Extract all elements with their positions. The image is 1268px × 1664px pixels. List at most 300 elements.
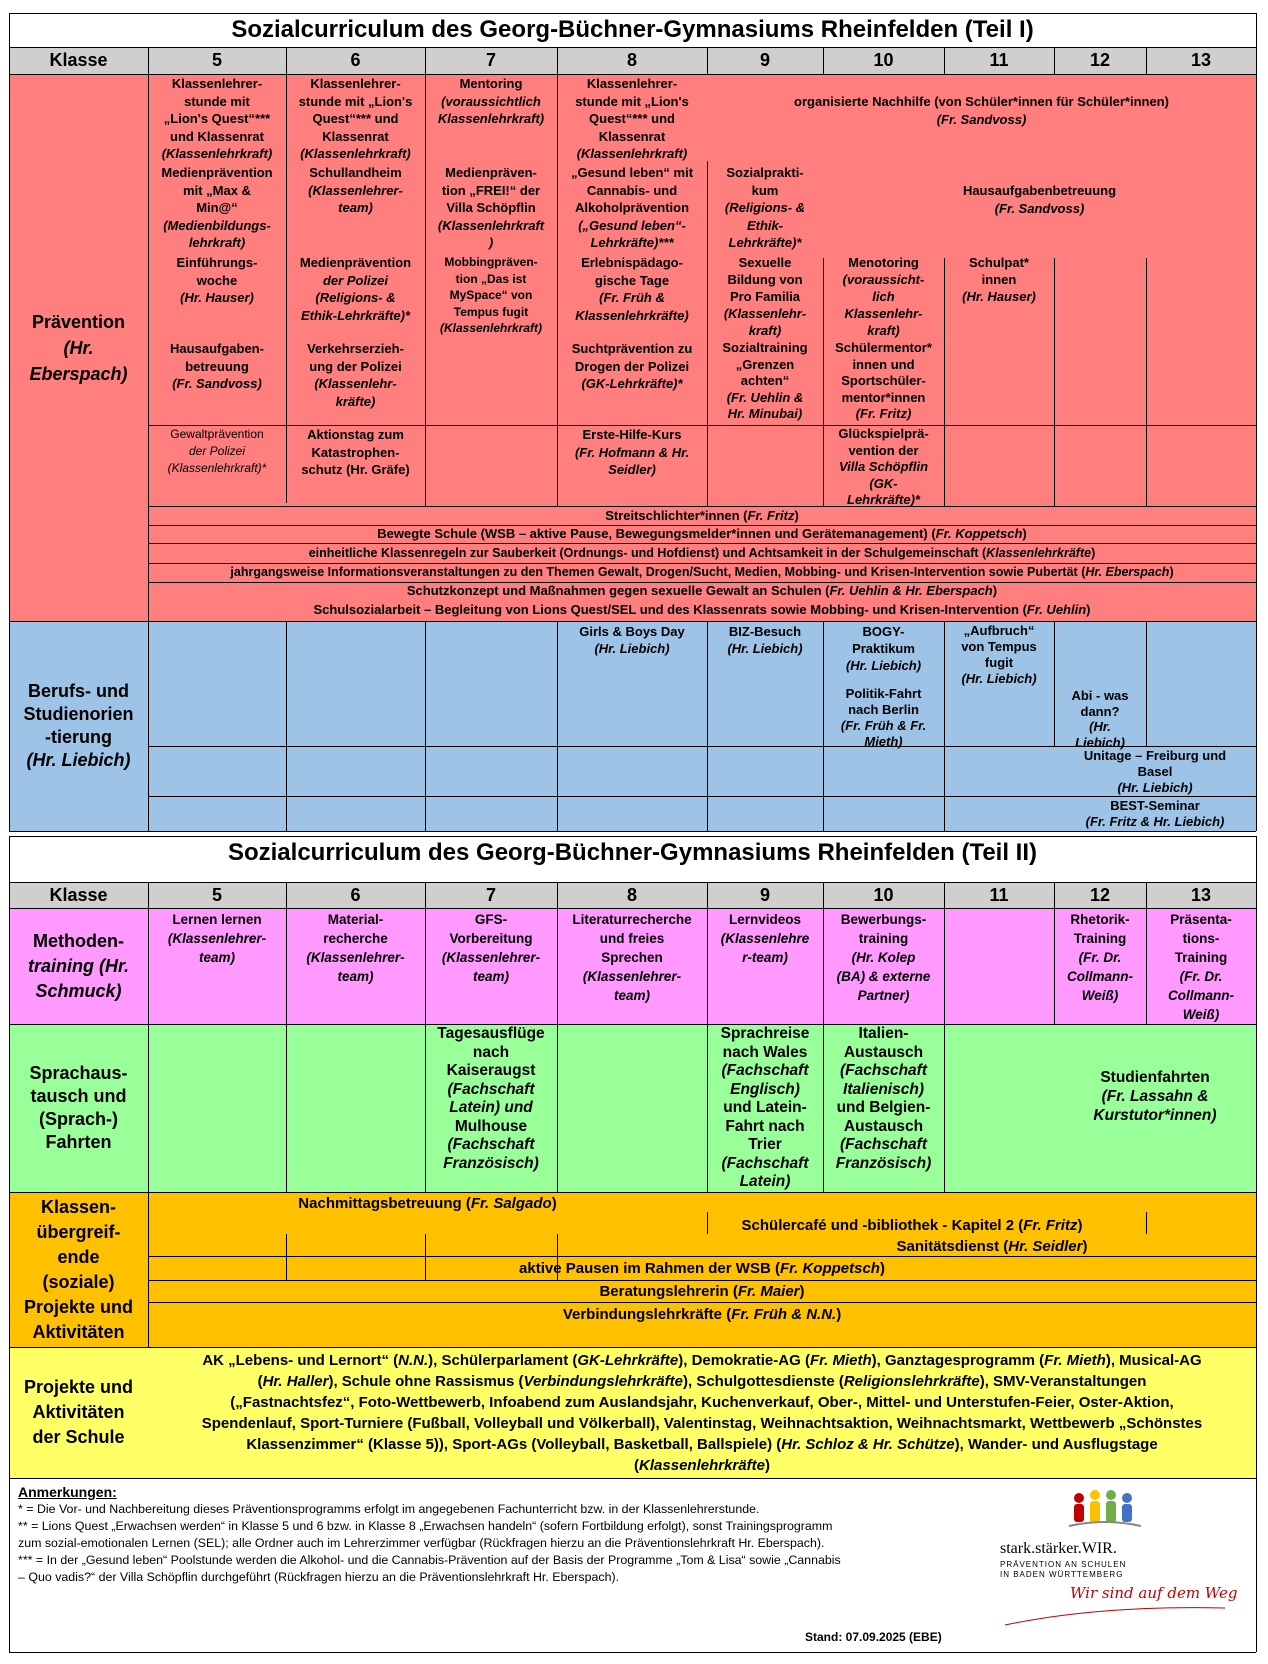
rich-segment: , Schülerparlament (433, 1352, 573, 1369)
cell-line: kraft) (748, 323, 782, 338)
cell-line: (Fr. Dr. (1179, 969, 1223, 984)
rich-segment: (Fr. Maier) (732, 1283, 805, 1300)
cell-line: Sportschüler- (841, 373, 926, 388)
cell-line: Projekte und (23, 1296, 134, 1317)
header-grade-8: 8 (626, 50, 637, 70)
cell-line: Klassenrat (322, 128, 389, 144)
cell-line: der Polizei (188, 444, 246, 458)
cell-line: Tempus fugit (453, 304, 529, 319)
rich-segment: , Wander- und Ausflugstage (959, 1436, 1158, 1453)
projekte-label (9, 1347, 148, 1478)
cell-b10a (825, 623, 942, 674)
cell-line: kraft) (867, 323, 900, 338)
rich-segment: (Fr. Uehlin) (1022, 602, 1091, 617)
cell-line: ung der Polizei (309, 358, 402, 374)
cell-line: Kurstutor*innen) (1093, 1107, 1217, 1124)
cell-line: (Fachschaft (840, 1136, 927, 1153)
rich-line (377, 525, 1027, 543)
cell-p10c (825, 254, 942, 339)
rich-segment: , Demokratie-AG (683, 1352, 805, 1369)
cell-line: Vorbereitung (449, 931, 533, 946)
rich-segment: (WSB – aktive Pause, Bewegungsmelder*innen und Gerätemanagement) (480, 526, 928, 541)
rich-segment: (Fr. Früh & N.N.) (726, 1306, 842, 1323)
cell-line: Lernvideos (728, 912, 802, 927)
cell-line: Pro Familia (729, 289, 801, 304)
cell-p5b (150, 164, 284, 252)
header-grade-11: 11 (989, 50, 1009, 70)
cell-p5e (150, 426, 284, 477)
cell-line: („Gesund leben“- (578, 217, 686, 233)
cell-p6c (288, 254, 423, 324)
cell-line: (Hr. Liebich) (845, 658, 922, 673)
part1-title: Sozialcurriculum des Georg-Büchner-Gymnasiums Rheinfelden (Teil I) (231, 16, 1034, 43)
cell-line: Trier (748, 1136, 782, 1153)
rich-segment: (Hr. Seidler) (1003, 1238, 1088, 1255)
cell-line: (Medienbildungs- (163, 217, 271, 233)
cell-line: Partner) (857, 988, 910, 1003)
cell-line: Aktivitäten (32, 1321, 125, 1342)
row-aktive-pausen (148, 1259, 1256, 1278)
row-klassenregeln (148, 544, 1256, 562)
methoden-label (9, 908, 148, 1024)
cell-line: (Fachschaft (447, 1136, 535, 1153)
cell-line: Klassenlehr- (844, 306, 923, 321)
rich-line (605, 507, 799, 525)
cell-p10d (825, 340, 942, 423)
cell-m7 (427, 910, 555, 986)
cell-m5 (150, 910, 284, 967)
cell-line: (Klassenlehrer- (441, 950, 541, 965)
header-grade-6: 6 (350, 884, 361, 905)
cell-line: kum (751, 182, 779, 198)
cell-line: tion „Das ist (455, 271, 527, 286)
row-informationsveranstaltungen (148, 563, 1256, 581)
notes-heading: Anmerkungen: (18, 1484, 117, 1500)
cell-line: Bewerbungs- (840, 912, 927, 927)
rich-line (202, 1350, 1201, 1371)
cell-b-best (1056, 798, 1254, 830)
logo-slogan: Wir sind auf dem Weg (1070, 1584, 1238, 1602)
cell-line: lich (872, 289, 895, 304)
rich-line (599, 1282, 804, 1301)
cell-line: (Hr. (1089, 719, 1111, 734)
cell-line: Weiß) (1182, 1007, 1220, 1022)
cell-line: vention der (848, 442, 919, 458)
cell-line: Material- (327, 912, 384, 927)
cell-line: (Klassenlehr- (723, 306, 807, 321)
cell-s9 (709, 1025, 821, 1192)
cell-line: Girls & Boys Day (579, 624, 685, 639)
header-grade-12: 12 (1089, 884, 1111, 905)
cell-p6a (288, 75, 423, 163)
cell-line: (Religions- & (724, 200, 806, 215)
cell-p6d (288, 340, 423, 410)
cell-line: Einführungs- (176, 255, 258, 270)
rich-segment: („Fastnachtsfez“, Foto-Wettbewerb, Infoabend zum Auslandsjahr, Kuchenverkauf, Ober-, Mittel- und Unterstufen-Feier, Oster-Aktion, (230, 1394, 1174, 1411)
cell-line: (Klassenlehrer- (582, 969, 682, 984)
row-schulsozialarbeit (148, 601, 1256, 619)
cell-line: (Klassenlehrkraft) (439, 321, 543, 335)
cell-line: (Fr. Früh & (599, 290, 665, 305)
cell-line: Klassen- (40, 1196, 117, 1217)
cell-line: Hausaufgabenbetreuung (962, 183, 1117, 198)
cell-projekte (150, 1350, 1254, 1476)
cell-line: Tagesausflüge (437, 1025, 545, 1042)
header-grade-10: 10 (873, 884, 894, 905)
cell-line: Französisch) (835, 1154, 932, 1172)
cell-line: (Hr. Liebich) (961, 671, 1037, 686)
row-schutzkonzept (148, 582, 1256, 600)
cell-line: (Hr. Kolep (851, 950, 916, 965)
rich-segment: (Ordnungs- und Hofdienst) (559, 546, 720, 560)
cell-line: Glückspielprä- (838, 426, 929, 441)
cell-m9 (709, 910, 821, 967)
header-grade-5: 5 (211, 50, 222, 70)
rich-segment: (GK-Lehrkräfte) (572, 1352, 684, 1369)
klassenuebergreifend-label (9, 1192, 148, 1347)
note-3b: – Quo vadis?“ der Villa Schöpflin durchgeführt (Rückfragen hierzu an die Präventionslehrkraft Hr. Eberspach). (18, 1570, 620, 1584)
note-2b: zum sozial-emotionalen Lernen (SEL); alle Ordner auch im Lehrerzimmer verfügbar (Rückfragen hierzu an die Präventionslehrkraft Hr. Eberspach). (18, 1536, 825, 1550)
cell-line: Quest“*** und (312, 111, 399, 126)
rich-line (742, 1216, 1083, 1235)
cell-line: Cannabis- und (586, 182, 678, 198)
cell-line: GFS- (474, 912, 508, 927)
cell-line: ende (57, 1246, 100, 1267)
cell-line: tions- (1182, 931, 1220, 946)
cell-line: team) (613, 988, 650, 1003)
cell-line: Ethik-Lehrkräfte)* (300, 307, 411, 323)
rich-segment: , Ganztagesprogramm (876, 1352, 1040, 1369)
cell-line: Basel (1137, 764, 1173, 779)
cell-line: Klassenlehrer- (586, 76, 678, 91)
cell-p7b (427, 164, 555, 252)
cell-line: Politik-Fahrt (845, 686, 922, 701)
cell-p11c (946, 254, 1052, 305)
rich-segment: Spendenlauf, Sport-Turniere (201, 1415, 408, 1432)
rich-segment: (Fr. Mieth) (1039, 1352, 1111, 1369)
cell-line: team) (338, 200, 373, 215)
cell-p9d (709, 340, 821, 423)
header-grade-10: 10 (873, 50, 894, 70)
rich-line (313, 601, 1090, 619)
cell-line: „Aufbruch“ (963, 623, 1035, 638)
row-verbindungslehrkraefte (148, 1305, 1256, 1324)
cell-line: Sprachreise (720, 1025, 810, 1042)
cell-line: schutz (Hr. Gräfe) (301, 462, 410, 477)
note-2a: ** = Lions Quest „Erwachsen werden“ in Klasse 5 und 6 bzw. in Klasse 8 „Erwachsen handeln“ (sofern Fortbildung erfolgt), sonst Trainingsprogramm (18, 1519, 833, 1533)
rich-segment: Sanitätsdienst (896, 1238, 1004, 1255)
sprachaustausch-label (9, 1024, 148, 1192)
cell-line: (Fachschaft (721, 1062, 809, 1079)
logo-name: stark.stärker.WIR. (1000, 1540, 1117, 1557)
cell-line: Unitage – Freiburg und (1083, 748, 1227, 763)
cell-line: Italien- (858, 1025, 909, 1042)
cell-line: nach Berlin (848, 702, 919, 717)
logo-sub1: PRÄVENTION AN SCHULEN (1000, 1560, 1127, 1569)
rich-segment: Streitschlichter*innen (605, 508, 744, 523)
cell-line: Kaiseraugst (446, 1062, 536, 1079)
berufsorientierung-label-line: (Hr. Liebich) (26, 750, 131, 770)
cell-line: (GK- (869, 475, 898, 491)
cell-line: „Grenzen (735, 356, 795, 372)
rich-line (246, 1434, 1157, 1455)
cell-line: recherche (323, 931, 388, 946)
cell-line: Studienfahrten (1100, 1069, 1210, 1086)
rich-line (563, 1305, 841, 1324)
cell-line: (Fr. Lassahn & (1101, 1088, 1209, 1105)
cell-line: Gewaltprävention (170, 427, 264, 441)
berufsorientierung-label-line: Berufs- und (28, 681, 129, 701)
cell-line: (Klassenlehrer- (308, 182, 403, 198)
cell-line: (Fachschaft (447, 1080, 535, 1098)
cell-p7a (427, 75, 555, 128)
cell-line: (BA) & externe (836, 969, 931, 984)
rich-segment: (Fr. Koppetsch) (774, 1260, 885, 1277)
logo-sub2: IN BADEN WÜRTTEMBERG (1000, 1570, 1124, 1579)
notes (18, 1484, 978, 1586)
praevention-label-line: Eberspach) (29, 363, 128, 384)
cell-line: (Klassenlehrkraft) (300, 146, 411, 161)
cell-line: betreuung (185, 358, 249, 374)
header-grade-5: 5 (211, 884, 222, 905)
cell-line: Erste-Hilfe-Kurs (582, 427, 682, 442)
rich-segment: (Klassenlehrkräfte) (982, 546, 1096, 560)
cell-line: Schulpat* (969, 255, 1029, 270)
cell-line: Projekte und (23, 1377, 134, 1397)
cell-line: Ethik- (746, 217, 784, 233)
praevention-label-line: (Hr. (63, 337, 94, 358)
cell-m12 (1056, 910, 1144, 1005)
cell-line: innen (981, 272, 1017, 287)
cell-line: dann? (1080, 703, 1120, 719)
stand-date: Stand: 07.09.2025 (EBE) (805, 1630, 942, 1644)
cell-line: Italienisch) (843, 1080, 924, 1098)
cell-s7 (427, 1025, 555, 1173)
cell-p10e (825, 426, 942, 509)
cell-line: Klassenlehrer- (171, 76, 263, 91)
note-1: * = Die Vor- und Nachbereitung dieses Präventionsprogramms erfolgt im angegebenen Fachunterricht bzw. in der Klassenlehrerstunde. (18, 1502, 760, 1516)
cell-line: (Hr. Liebich) (594, 641, 670, 656)
row-sanitaetsdienst (148, 1237, 1256, 1256)
cell-line: tausch und (30, 1086, 127, 1106)
cell-line: tion „FREI!“ der (441, 182, 541, 198)
cell-line: der Schule (32, 1427, 125, 1447)
header-grade-12: 12 (1089, 50, 1111, 70)
cell-line: Präsenta- (1170, 912, 1232, 927)
cell-line: Bildung von (727, 272, 803, 287)
cell-line: Rhetorik- (1070, 912, 1130, 927)
rich-segment: (Volleyball, Basketball, Ballspiele) (531, 1436, 773, 1453)
cell-p7c (427, 254, 555, 337)
cell-line: Klassenlehrkräfte) (575, 307, 689, 323)
cell-line: Min@“ (196, 200, 238, 215)
rich-line (634, 1455, 770, 1476)
berufsorientierung-label-line: Studienorien (23, 704, 134, 724)
rich-line (897, 1237, 1088, 1256)
cell-line: übergreif- (36, 1221, 121, 1242)
cell-line: (Klassenlehrer- (306, 950, 405, 965)
cell-line: Sprachaus- (29, 1063, 128, 1083)
cell-line: innen und (852, 356, 915, 372)
cell-line: Verkehrserzieh- (307, 341, 404, 356)
cell-line: training (858, 931, 909, 946)
cell-line: Hr. Minubai) (727, 406, 803, 421)
cell-line: Villa Schöpflin (838, 459, 929, 474)
cell-line: Sozialtraining (722, 340, 808, 355)
cell-line: (Hr. Liebich) (1117, 780, 1193, 795)
cell-p5d (150, 340, 284, 393)
berufsorientierung-label-line: -tierung (45, 727, 112, 747)
cell-b9 (709, 623, 821, 657)
cell-b-unitage (1056, 748, 1254, 796)
note-3a: *** = In der „Gesund leben“ Poolstunde werden die Alkohol- und die Cannabis-Prävention auf der Basis der Programme „Tom & Lisa“ sowie „Cannabis (18, 1553, 841, 1567)
rich-segment: einheitliche Klassenregeln zur Sauberkeit (308, 546, 560, 560)
cell-m10 (825, 910, 942, 1005)
header-grade-11: 11 (989, 884, 1009, 905)
cell-line: und Latein- (723, 1099, 807, 1116)
cell-line: Lehrkräfte)* (728, 235, 802, 250)
cell-line: Französisch) (443, 1154, 539, 1172)
cell-line: Training (1174, 950, 1228, 965)
rich-segment: (Klassenlehrkräfte) (634, 1457, 770, 1474)
header-klasse: Klasse (49, 884, 108, 905)
part2-title: Sozialcurriculum des Georg-Büchner-Gymnasiums Rheinfelden (Teil II) (227, 839, 1038, 866)
cell-line: Mulhouse (454, 1117, 528, 1135)
cell-line: Aktivitäten (32, 1402, 125, 1422)
header-grade-8: 8 (626, 884, 637, 905)
rich-segment: (Hr. Eberspach) (1081, 565, 1174, 579)
cell-line: Sprechen (601, 950, 663, 965)
rich-line (407, 582, 997, 600)
cell-line: Erlebnispädago- (581, 255, 683, 270)
row-streitschlichter (148, 507, 1256, 525)
cell-line: team) (337, 969, 374, 984)
cell-m6 (288, 910, 423, 986)
cell-line: Mieth) (864, 734, 903, 749)
rich-segment: (Fußball, Volleyball und Völkerball) (407, 1415, 656, 1432)
cell-m8 (559, 910, 705, 1005)
rich-segment: (Fr. Fritz) (743, 508, 799, 523)
rich-segment: (Verbindungslehrkräfte) (518, 1373, 688, 1390)
cell-line: (Hr. Hauser) (962, 289, 1036, 304)
cell-line: Mobbingpräven- (444, 255, 538, 269)
header-grade-6: 6 (350, 50, 361, 70)
header-grade-7: 7 (485, 50, 496, 70)
cell-line: mentor*innen (841, 389, 926, 405)
cell-line: Weiß) (1081, 988, 1119, 1003)
cell-line: Literaturrecherche (572, 912, 692, 927)
cell-p8e (559, 426, 705, 479)
cell-line: der Polizei (322, 272, 389, 288)
cell-p8c (559, 254, 705, 324)
cell-line: nach (472, 1043, 510, 1061)
rich-line (202, 1413, 1202, 1434)
cell-line: Abi - was (1071, 688, 1129, 703)
cell-line: Austausch (843, 1117, 924, 1135)
rich-line (309, 544, 1096, 562)
cell-line: (Klassenlehrkraft) (161, 146, 273, 161)
header-klasse: Klasse (49, 50, 108, 70)
cell-line: (Klassenlehrkraft) (576, 146, 688, 161)
cell-b11 (946, 623, 1052, 687)
cell-line: Latein) und (449, 1099, 533, 1116)
cell-line: (Fachschaft (840, 1062, 927, 1079)
cell-line: organisierte Nachhilfe (von Schüler*innen für Schüler*innen) (794, 94, 1169, 109)
cell-line: Lehrkräfte)*** (590, 235, 674, 250)
cell-line: (Klassenlehrer- (167, 931, 267, 946)
cell-line: Klassenrat (598, 128, 666, 144)
header-grade-13: 13 (1190, 50, 1212, 70)
cell-line: Menotoring (848, 255, 919, 270)
cell-line: und Belgien- (836, 1099, 931, 1116)
cell-line: (Hr. Liebich) (727, 641, 803, 656)
cell-nachhilfe (709, 93, 1254, 129)
cell-b12 (1056, 688, 1144, 750)
row-bewegte-schule (148, 525, 1256, 543)
cell-line: (Fachschaft (721, 1154, 809, 1172)
cell-line: r-team) (742, 950, 788, 965)
rich-segment: Schülercafé und -bibliothek - Kapitel 2 (741, 1217, 1019, 1234)
cell-line: (soziale) (42, 1271, 115, 1292)
cell-p5c (150, 254, 284, 307)
cell-line: Austausch (843, 1043, 924, 1061)
cell-line: Drogen der Polizei (574, 358, 690, 374)
cell-line: woche (196, 272, 238, 288)
rich-segment: AK „Lebens- und Lernort“ (202, 1352, 394, 1369)
rich-segment: ), Sport-AGs (438, 1436, 532, 1453)
cell-line: (Fr. Sandvoss) (994, 201, 1085, 216)
cell-line: (Fr. Fritz) (855, 406, 912, 421)
cell-line: nach Wales (722, 1043, 808, 1061)
berufsorientierung-label (9, 621, 148, 831)
rich-segment: Schulsozialarbeit – Begleitung von Lions Quest/SEL und des Klassenrats sowie Mobbing- und Krisen-Intervention (313, 602, 1023, 617)
rich-line (258, 1371, 1147, 1392)
cell-line: team) (472, 969, 509, 984)
cell-line: Praktikum (852, 641, 915, 656)
cell-line: und Klassenrat (170, 128, 264, 144)
rich-segment: (Fr. Salgado) (465, 1195, 557, 1212)
cell-line: und freies (599, 931, 665, 946)
rich-segment: (Hr. Schloz & Hr. Schütze) (776, 1436, 960, 1453)
cell-line: Lehrkräfte)* (847, 492, 920, 507)
rich-segment: Klassenzimmer“ (246, 1436, 369, 1453)
rich-segment: Schutzkonzept und Maßnahmen gegen sexuelle Gewalt an Schulen (406, 583, 826, 598)
rich-segment: , Valentinstag, Weihnachtsaktion, Weihnachtsmarkt, Wettbewerb „Schönstes (655, 1415, 1203, 1432)
rich-line (230, 1392, 1173, 1413)
rich-segment: Bewegte Schule (377, 526, 481, 541)
rich-segment: , Schulgottesdienste (687, 1373, 839, 1390)
rich-segment: (Klasse 5) (368, 1436, 439, 1453)
cell-line: Lernen lernen (172, 912, 262, 927)
cell-line: Katastrophen- (311, 444, 400, 460)
logo (1000, 1488, 1240, 1628)
cell-line: BEST-Seminar (1110, 798, 1200, 813)
cell-p8a (559, 75, 705, 163)
rich-segment: , SMV-Veranstaltungen (984, 1373, 1147, 1390)
row-schuelercafe (148, 1216, 1256, 1235)
cell-line: kräfte) (335, 393, 376, 409)
rich-line (230, 563, 1173, 581)
cell-p5a (150, 75, 284, 163)
cell-line: stunde mit „Lion's (298, 93, 413, 109)
cell-p9c (709, 254, 821, 339)
rich-segment: aktive Pausen im Rahmen der WSB (519, 1260, 775, 1277)
praevention-label-line: Prävention (31, 311, 126, 332)
cell-line: (Fr. Früh & Fr. (840, 718, 927, 733)
row-beratungslehrerin (148, 1282, 1256, 1301)
cell-line: (Fr. Sandvoss) (172, 376, 262, 391)
cell-line: (voraussicht- (842, 272, 925, 287)
